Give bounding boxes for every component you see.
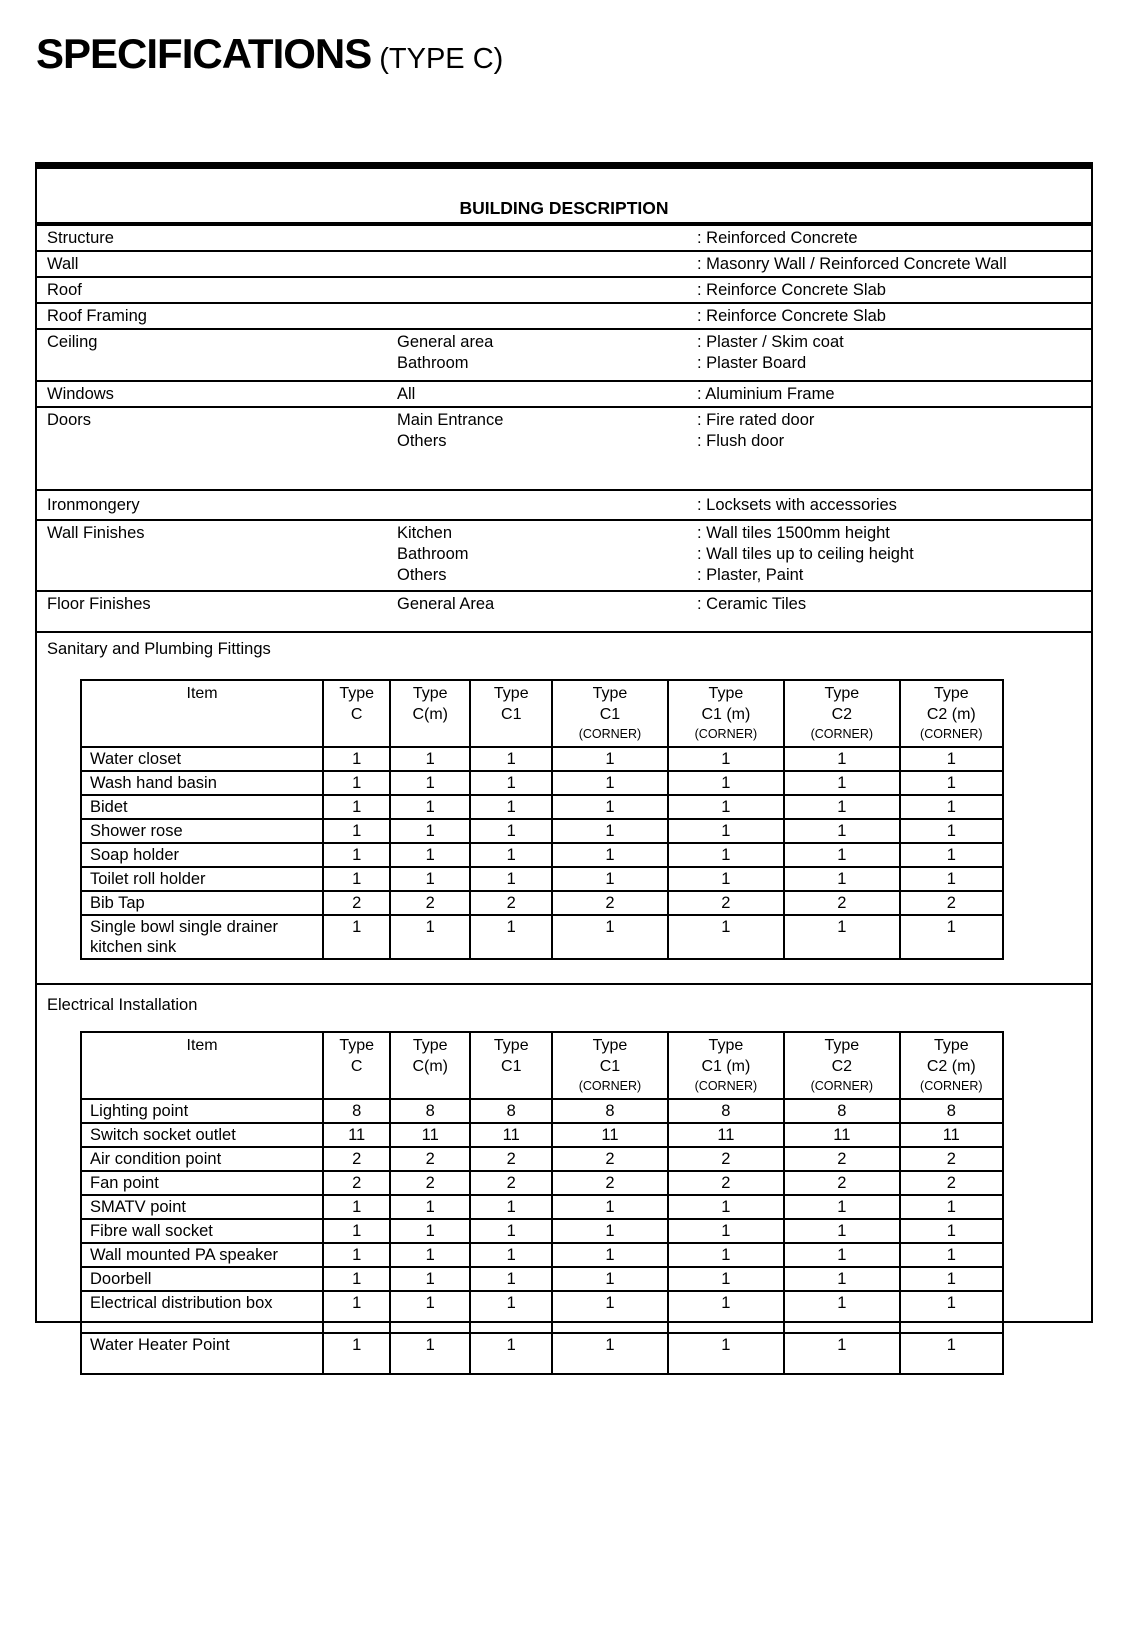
- value-cell: 2: [470, 1171, 552, 1195]
- table-row: [81, 1267, 1003, 1291]
- value-cell: 1: [668, 1267, 784, 1291]
- sanitary-section-title: Sanitary and Plumbing Fittings: [47, 640, 271, 658]
- description-row: [37, 330, 1091, 382]
- value-cell: 1: [900, 1291, 1003, 1333]
- value-cell: 1: [390, 1243, 470, 1267]
- building-description-header: BUILDING DESCRIPTION: [37, 169, 1091, 226]
- table-row: [81, 915, 1003, 959]
- description-value: : Wall tiles up to ceiling height: [697, 545, 914, 563]
- item-cell: Bidet: [81, 795, 323, 819]
- value-cell: 1: [784, 1195, 899, 1219]
- value-cell: 1: [784, 915, 899, 959]
- item-cell: Wash hand basin: [81, 771, 323, 795]
- value-cell: 1: [668, 819, 784, 843]
- description-area: Others: [397, 432, 447, 450]
- building-description-rows: [37, 226, 1091, 633]
- column-header: Type C: [323, 680, 390, 747]
- table-row: [81, 867, 1003, 891]
- value-cell: 1: [323, 1195, 390, 1219]
- value-cell: 1: [552, 771, 667, 795]
- description-label: Ceiling: [47, 333, 98, 351]
- item-cell: Wall mounted PA speaker: [81, 1243, 323, 1267]
- description-label: [37, 353, 397, 374]
- description-value: : Plaster Board: [697, 354, 807, 372]
- page-title: [36, 30, 503, 78]
- description-row: [37, 226, 1091, 252]
- value-cell: 8: [323, 1099, 390, 1123]
- table-row: [81, 1171, 1003, 1195]
- description-area: Bathroom: [397, 545, 469, 563]
- item-cell: Fan point: [81, 1171, 323, 1195]
- item-cell: Lighting point: [81, 1099, 323, 1123]
- table-row: [81, 1291, 1003, 1333]
- specification-box: [35, 162, 1093, 1354]
- description-value: : Wall tiles 1500mm height: [697, 524, 890, 542]
- page-title-suffix: (TYPE C): [379, 43, 504, 75]
- description-area: [397, 306, 697, 327]
- header-row: [81, 680, 1003, 747]
- column-header: Type C1: [470, 1032, 552, 1099]
- value-cell: 1: [390, 819, 470, 843]
- value-cell: 1: [390, 771, 470, 795]
- value-cell: 1: [784, 1267, 899, 1291]
- description-value: : Plaster, Paint: [697, 566, 804, 584]
- description-row: [37, 408, 1091, 491]
- item-cell: Fibre wall socket: [81, 1219, 323, 1243]
- value-cell: 1: [470, 819, 552, 843]
- description-label: Wall Finishes: [47, 524, 145, 542]
- item-cell: Doorbell: [81, 1267, 323, 1291]
- value-cell: 1: [323, 915, 390, 959]
- value-cell: 1: [470, 1243, 552, 1267]
- column-header: Type C2 (CORNER): [784, 680, 899, 747]
- value-cell: 1: [390, 915, 470, 959]
- value-cell: 1: [900, 795, 1003, 819]
- value-cell: 1: [470, 771, 552, 795]
- value-cell: 1: [900, 819, 1003, 843]
- column-header: Type C1 (CORNER): [552, 680, 667, 747]
- value-cell: 1: [900, 915, 1003, 959]
- item-cell: Single bowl single drainer kitchen sink: [81, 915, 323, 959]
- value-cell: 1: [668, 915, 784, 959]
- value-cell: 1: [552, 1333, 667, 1374]
- value-cell: 2: [900, 1171, 1003, 1195]
- value-cell: 1: [668, 1333, 784, 1374]
- description-row: [37, 592, 1091, 633]
- value-cell: 1: [552, 915, 667, 959]
- value-cell: 1: [470, 1333, 552, 1374]
- value-cell: 2: [390, 891, 470, 915]
- value-cell: 1: [900, 1219, 1003, 1243]
- electrical-section: [37, 985, 1091, 1399]
- value-cell: 1: [470, 1291, 552, 1333]
- description-label: Windows: [47, 385, 114, 403]
- description-label: Wall: [47, 255, 79, 273]
- value-cell: 1: [390, 1291, 470, 1333]
- value-cell: 1: [323, 1219, 390, 1243]
- description-area: General area: [397, 333, 494, 351]
- value-cell: 1: [470, 1219, 552, 1243]
- description-value: : Reinforce Concrete Slab: [697, 281, 886, 299]
- description-label: Roof: [47, 281, 82, 299]
- column-header: Item: [81, 1032, 323, 1099]
- electrical-table: [80, 1031, 1004, 1375]
- description-row: [37, 252, 1091, 278]
- description-label: Roof Framing: [47, 307, 147, 325]
- value-cell: 1: [668, 867, 784, 891]
- description-value: : Masonry Wall / Reinforced Concrete Wall: [697, 255, 1007, 273]
- column-header: Type C2 (m) (CORNER): [900, 1032, 1003, 1099]
- value-cell: 2: [784, 891, 899, 915]
- description-label: [37, 431, 397, 452]
- value-cell: 2: [552, 891, 667, 915]
- description-label: Ironmongery: [47, 496, 140, 514]
- value-cell: 1: [552, 843, 667, 867]
- description-value: : Aluminium Frame: [697, 385, 835, 403]
- value-cell: 1: [323, 1243, 390, 1267]
- value-cell: 1: [323, 819, 390, 843]
- value-cell: 1: [668, 1243, 784, 1267]
- item-cell: Water closet: [81, 747, 323, 771]
- value-cell: 1: [784, 1333, 899, 1374]
- description-area: Bathroom: [397, 354, 469, 372]
- value-cell: 1: [668, 843, 784, 867]
- value-cell: 1: [470, 795, 552, 819]
- value-cell: 1: [323, 867, 390, 891]
- description-row: [37, 382, 1091, 408]
- value-cell: 8: [784, 1099, 899, 1123]
- value-cell: 1: [552, 1243, 667, 1267]
- description-value: : Flush door: [697, 432, 785, 450]
- item-cell: Soap holder: [81, 843, 323, 867]
- value-cell: 11: [668, 1123, 784, 1147]
- value-cell: 1: [470, 1267, 552, 1291]
- table-row: [81, 1219, 1003, 1243]
- value-cell: 1: [552, 747, 667, 771]
- value-cell: 1: [900, 771, 1003, 795]
- description-value: : Plaster / Skim coat: [697, 333, 844, 351]
- table-row: [81, 1123, 1003, 1147]
- page-title-main: SPECIFICATIONS: [36, 30, 372, 77]
- value-cell: 1: [323, 1267, 390, 1291]
- value-cell: 1: [900, 1267, 1003, 1291]
- value-cell: 1: [552, 819, 667, 843]
- column-header: Type C2 (m) (CORNER): [900, 680, 1003, 747]
- item-cell: Air condition point: [81, 1147, 323, 1171]
- column-header: Type C(m): [390, 1032, 470, 1099]
- value-cell: 2: [668, 1171, 784, 1195]
- table-row: [81, 1333, 1003, 1374]
- description-area: [397, 254, 697, 275]
- value-cell: 2: [900, 1147, 1003, 1171]
- value-cell: 2: [323, 1147, 390, 1171]
- description-row: [37, 521, 1091, 592]
- table-row: [81, 1195, 1003, 1219]
- description-value: : Ceramic Tiles: [697, 595, 807, 613]
- value-cell: 1: [668, 795, 784, 819]
- item-cell: Electrical distribution box: [81, 1291, 323, 1333]
- value-cell: 1: [390, 1219, 470, 1243]
- description-label: Floor Finishes: [47, 595, 151, 613]
- item-cell: Water Heater Point: [81, 1333, 323, 1374]
- value-cell: 11: [552, 1123, 667, 1147]
- item-cell: Shower rose: [81, 819, 323, 843]
- value-cell: 1: [552, 1219, 667, 1243]
- column-header: Item: [81, 680, 323, 747]
- description-area: All: [397, 385, 416, 403]
- value-cell: 1: [470, 1195, 552, 1219]
- value-cell: 8: [390, 1099, 470, 1123]
- value-cell: 1: [390, 1333, 470, 1374]
- value-cell: 1: [900, 843, 1003, 867]
- value-cell: 1: [900, 1243, 1003, 1267]
- value-cell: 1: [323, 747, 390, 771]
- description-area: Others: [397, 566, 447, 584]
- value-cell: 1: [668, 771, 784, 795]
- value-cell: 11: [470, 1123, 552, 1147]
- table-row: [81, 819, 1003, 843]
- value-cell: 1: [784, 1219, 899, 1243]
- value-cell: 1: [552, 867, 667, 891]
- table-row: [81, 1099, 1003, 1123]
- column-header: Type C2 (CORNER): [784, 1032, 899, 1099]
- value-cell: 1: [668, 747, 784, 771]
- column-header: Type C(m): [390, 680, 470, 747]
- description-value: : Locksets with accessories: [697, 496, 897, 514]
- description-area: [397, 228, 697, 249]
- value-cell: 2: [784, 1147, 899, 1171]
- description-area: [397, 280, 697, 301]
- value-cell: 1: [784, 843, 899, 867]
- description-row: [37, 278, 1091, 304]
- description-label: Structure: [47, 229, 114, 247]
- value-cell: 2: [900, 891, 1003, 915]
- value-cell: 1: [784, 1291, 899, 1333]
- value-cell: 1: [552, 1291, 667, 1333]
- value-cell: 1: [668, 1195, 784, 1219]
- table-row: [81, 771, 1003, 795]
- value-cell: 1: [323, 795, 390, 819]
- column-header: Type C1 (m) (CORNER): [668, 1032, 784, 1099]
- description-value: : Reinforce Concrete Slab: [697, 307, 886, 325]
- value-cell: 1: [470, 747, 552, 771]
- value-cell: 1: [668, 1291, 784, 1333]
- value-cell: 2: [784, 1171, 899, 1195]
- description-value: : Reinforced Concrete: [697, 229, 858, 247]
- value-cell: 1: [390, 843, 470, 867]
- description-area: Kitchen: [397, 524, 453, 542]
- value-cell: 1: [900, 1333, 1003, 1374]
- value-cell: 8: [552, 1099, 667, 1123]
- value-cell: 1: [552, 1195, 667, 1219]
- value-cell: 1: [323, 843, 390, 867]
- description-label: [37, 544, 397, 565]
- description-value: : Fire rated door: [697, 411, 815, 429]
- table-row: [81, 1243, 1003, 1267]
- table-row: [81, 891, 1003, 915]
- column-header: Type C1: [470, 680, 552, 747]
- value-cell: 1: [900, 747, 1003, 771]
- value-cell: 1: [784, 1243, 899, 1267]
- description-label: [37, 565, 397, 586]
- sanitary-table: [80, 679, 1004, 960]
- electrical-section-title: Electrical Installation: [47, 996, 198, 1014]
- description-area: Main Entrance: [397, 411, 504, 429]
- value-cell: 1: [390, 795, 470, 819]
- table-row: [81, 795, 1003, 819]
- value-cell: 11: [323, 1123, 390, 1147]
- value-cell: 2: [470, 1147, 552, 1171]
- item-cell: Switch socket outlet: [81, 1123, 323, 1147]
- description-label: Doors: [47, 411, 92, 429]
- value-cell: 1: [323, 1333, 390, 1374]
- item-cell: Bib Tap: [81, 891, 323, 915]
- value-cell: 1: [552, 1267, 667, 1291]
- value-cell: 1: [323, 1291, 390, 1333]
- table-row: [81, 843, 1003, 867]
- description-row: [37, 304, 1091, 330]
- sanitary-section: [37, 633, 1091, 985]
- description-row: [37, 491, 1091, 521]
- value-cell: 1: [470, 915, 552, 959]
- value-cell: 2: [552, 1171, 667, 1195]
- value-cell: 1: [900, 867, 1003, 891]
- value-cell: 2: [668, 1147, 784, 1171]
- value-cell: 2: [668, 891, 784, 915]
- value-cell: 2: [323, 891, 390, 915]
- value-cell: 2: [552, 1147, 667, 1171]
- value-cell: 1: [390, 1267, 470, 1291]
- value-cell: 8: [900, 1099, 1003, 1123]
- column-header: Type C1 (CORNER): [552, 1032, 667, 1099]
- value-cell: 2: [323, 1171, 390, 1195]
- value-cell: 8: [470, 1099, 552, 1123]
- column-header: Type C1 (m) (CORNER): [668, 680, 784, 747]
- value-cell: 1: [390, 747, 470, 771]
- value-cell: 1: [784, 867, 899, 891]
- value-cell: 1: [390, 1195, 470, 1219]
- value-cell: 1: [784, 771, 899, 795]
- value-cell: 1: [390, 867, 470, 891]
- value-cell: 2: [390, 1171, 470, 1195]
- value-cell: 1: [552, 795, 667, 819]
- header-row: [81, 1032, 1003, 1099]
- column-header: Type C: [323, 1032, 390, 1099]
- table-row: [81, 1147, 1003, 1171]
- table-row: [81, 747, 1003, 771]
- description-area: [397, 495, 697, 516]
- value-cell: 2: [470, 891, 552, 915]
- value-cell: 1: [784, 819, 899, 843]
- value-cell: 1: [470, 867, 552, 891]
- item-cell: SMATV point: [81, 1195, 323, 1219]
- item-cell: Toilet roll holder: [81, 867, 323, 891]
- value-cell: 2: [390, 1147, 470, 1171]
- value-cell: 11: [900, 1123, 1003, 1147]
- description-area: General Area: [397, 595, 495, 613]
- value-cell: 1: [470, 843, 552, 867]
- value-cell: 1: [668, 1219, 784, 1243]
- value-cell: 1: [784, 747, 899, 771]
- value-cell: 1: [323, 771, 390, 795]
- value-cell: 1: [900, 1195, 1003, 1219]
- value-cell: 11: [390, 1123, 470, 1147]
- value-cell: 8: [668, 1099, 784, 1123]
- value-cell: 1: [784, 795, 899, 819]
- value-cell: 11: [784, 1123, 899, 1147]
